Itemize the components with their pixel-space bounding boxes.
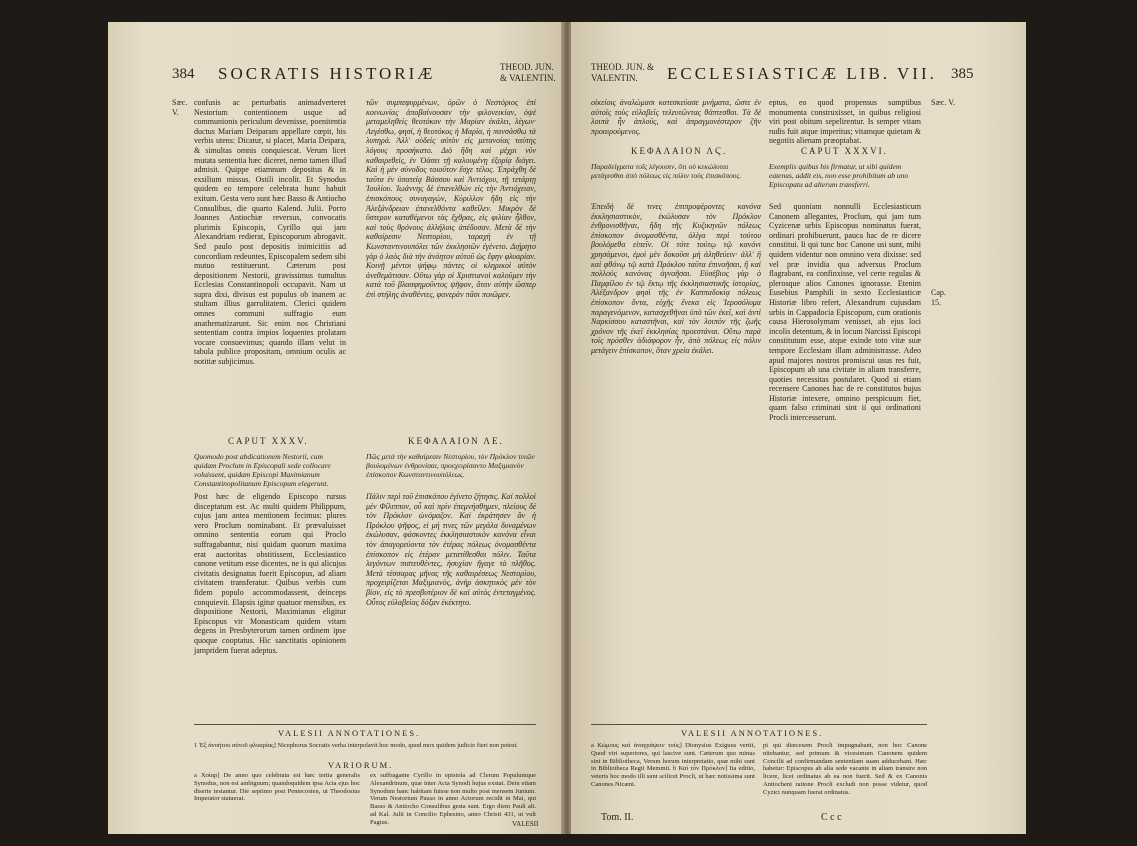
annotation-notes-col2: pi qui diœcesem Procli impugnabant, non hoc Canone nitebantur, sed primum & vicesimum Canonem quidem Concilii ad confirmandam sententiam suam adducebant. Hæc habetur: Episcopus ab alia sede vacante in aliam transire non licere, licet ordinatus ab ea non fuerit. Sed & ex Canonis Antiocheni ratione Procli excludi non posse videtur, quod Cyzici nunquam fuerat ordinatus.	[763, 742, 927, 796]
page-number: 385	[951, 66, 974, 82]
left-header	[108, 62, 563, 92]
chapter-heading-latin: CAPUT XXXV.	[228, 436, 309, 446]
chapter-summary-latin: Quomodo post abdicationem Nestorii, cum quidam Proclum in Episcopali sede collocare voluissent, quidam Episcopi Maximianum Constantinopolitanum Episcopum elegerunt.	[194, 452, 331, 488]
latin-column-top: confusis ac perturbatis animadverteret Nestorium contentionem usque ad communionis periculum devenisse, poenitentia ductus Mariam Deiparam appellare cœpit, his verbis utens: Dicatur, si placet, Maria Deipara, & simultas omnis conquiescat. Verum licet mutata sententia hæc diceret, nemo tamen illud admisit. Quippe etiamnum depositus & in exsilium missus. Ostili incolit. Et Synodus quidem eo tempore celebrata hunc habuit exitum. Gesta vero sunt hæc Basso & Antiocho Consulibus, die quarto Kalend. Julii. Porro Joannes Antiochiæ reversus, convocatis plurimis Episcopis, Cyrillo qui jam Alexandriam redierat, Episcoporum abrogavit. Sed paulo post depositis inimicitiis ad concordiam redeuntes, Episcopalem sedem sibi mutuo restituerunt. Cæterum post depositionem Nestorii, gravissimus tumultus Ecclesias Constantinopoli occupavit. Nam ut supra dixi, divisus est populus ob inanem ac stultam illius garrulitatem. Clerici quidem omnes communi suffragio eum anathematizarunt. Sic enim nos Christiani sententiam contra impios loquentes prolatam vocare consuevimus; quando illam velut in tabula publice propositam, omnium oculis ac notitiæ subjicimus.	[194, 98, 346, 367]
latin-column-top: eptus, eo quod propensus sumptibus monumenta construxisset, in quibus religiosi viri post obitum sepelirentur. Is semper vitam rudis fuit atque imperitus; vitamque quietam & negotiis alienam præoptabat.	[769, 98, 921, 146]
margin-note: Sæc. V.	[172, 98, 188, 117]
chapter-heading-latin: CAPUT XXXVI.	[801, 146, 888, 156]
book-spread	[108, 22, 1026, 834]
chapter-summary-latin: Exemplis quibus his firmatur, ut sibi quidem eatenus, addit eis, non esse prohibitum ab uno Episcopatu ad alterum transferri.	[769, 162, 909, 189]
annotation-notes-col2: ex suffragante Cyrillo in epistola ad Clerum Populumque Alexandrinum, quæ inter Acta Synodi hujus exstat. Dein etiam Synodum hanc habitam fuisse non multo post mensem Junium. Verum Nestorium Pauso in anno Actorum recidit in Mai, qui Basso & Antiocho Consulibus gesta sunt. Ergo diem Pauli alt. ad Kal. Julii in Concilio Ephesino, anno Christi 431, ut vult Pagius.	[370, 772, 536, 826]
footer-signature: VALESII	[512, 820, 539, 828]
greek-column-body: Πάλιν περὶ τοῦ ἐπισκόπου ἐγίνετο ζήτησις. Καὶ πολλοὶ μὲν Φίλιππον, οὗ καὶ πρὶν ἐπεμνήσθημεν, πλείους δὲ τὸν Πρόκλον ὠνόμαζον. Καὶ ἐκράτησεν ἂν ἡ Πρόκλου ψῆφος, εἰ μή τινες τῶν μεγάλα δυναμένων ἐκώλυσαν, φάσκοντες ἐκκλησιαστικὸν κανόνα εἶναι τὸν ἀπαγορεύοντα τὸν ἑτέρας πόλεως ὀνομασθέντα ἐπίσκοπον εἰς ἑτέραν μετατίθεσθαι πόλιν. Ταῦτα λεγόντων πιστευθέντες, ἡσυχίαν ἤγαγε τὸ πλῆθος. Μετὰ τέσσαρας μῆνας τῆς καθαιρέσεως Νεστορίου, προχειρίζεται Μαξιμιανὸς, ἀνὴρ ἀσκητικὸς μὲν τὸν βίον, εἰς τὸ πρεσβυτέριον δὲ καὶ αὐτὸς ἐντεταγμένος. Οὗτος εὐλαβείας δόξαν ἐκέκτητο.	[366, 492, 536, 607]
margin-note: Sæc. V.	[931, 98, 955, 107]
right-page	[571, 22, 1026, 834]
running-head: ECCLESIASTICÆ LIB. VII.	[667, 64, 937, 83]
chapter-summary-greek: Πῶς μετὰ τὴν καθαίρεσιν Νεστορίου, τὸν Πρόκλον τινῶν βουλομένων ἐνθρονίσαι, προεχειρίσαντο Μαξιμιανὸν ἐπίσκοπον Κωνσταντινουπόλεως.	[366, 452, 535, 479]
right-header	[571, 62, 1026, 92]
footer-volume: Tom. II.	[601, 812, 634, 823]
divider	[591, 724, 927, 725]
latin-column-body: Post hæc de eligendo Episcopo rursus disceptatum est. Ac multi quidem Philippum, cujus jam antea mentionem fecimus: plures vero Proclum nominabant. Et prævaluisset omnino sententia eorum qui Proclo suffragabantur, nisi quidam quorum maxima erat auctoritas obstitissent, Ecclesiastico canone vetitum esse dicentes, ne is qui alicujus civitatis designatus fuerit Episcopus, ad aliam civitatem transferatur. Quibus verbis cum fidem populo accommodassent, deinceps conquievit. Elapsis igitur quatuor mensibus, ex dispositione Nestorii, Maximianus eligitur Episcopus vir Monasticam quidem vitam degens in Presbyterorum tamen ordinem ipse quoque cooptatus. Hic sanctitatis opinionem jampridem fuerat adeptus.	[194, 492, 346, 655]
running-side: THEOD. JUN. & VALENTIN.	[591, 62, 654, 83]
page-number: 384	[172, 66, 195, 82]
greek-column-top: τῶν συμπεφυρμένων, ὁρῶν ὁ Νεστόριος ἐπὶ κοινωνίας ἀποβαίνουσαν τὴν φιλονεικίαν, ὀψὲ μεταμεληθεὶς θεοτόκον τὴν Μαρίαν ἐκάλει, λέγων· Λεγέσθω, φησί, ἡ θεοτόκος ἡ Μαρία, ἡ πανσάσθω τὰ λυπηρά. Ἀλλ' οὐδεὶς αὐτὸν εἰς μετανοίας ταύτης λόγους προσήκατο. Διὸ ἤδη καὶ μέχρι νῦν καθαιρεθεὶς, ἐν Ὀάσει τῇ καλουμένῃ ἐξορίᾳ διάγει. Καὶ ἡ μὲν σύνοδος τοιοῦτον ἔσχε τέλος. Ἐπράχθη δὲ ταῦτα ἐν ὑπατείᾳ Βάσσου καὶ Ἀντιόχου, τῇ τετάρτῃ Ἰουλίου. Ἰωάννης δὲ ἐπανελθὼν εἰς τὴν Ἀντιόχειαν, ἐπισκόπους συναγαγὼν, Κύριλλον ἤδη εἰς τὴν Ἀλεξάνδρειαν ἐπανελθόντα καθεῖλεν. Μικρὸν δὲ ὕστερον καταθέμενοι τὰς ἔχθρας, εἰς φιλίαν ἦλθον, καὶ τοὺς θρόνους ἀλλήλοις ἀπέδοσαν. Μετὰ δὲ τὴν καθαίρεσιν Νεστορίου, ταραχὴ ἐν τῇ Κωνσταντινουπόλει τῶν ἐκκλησιῶν ἐγένετο. Διῄρητο γὰρ ὁ λαὸς διὰ τὴν ἀνόητον αὐτοῦ ὡς ἔφην φλυαρίαν. Κοινῇ μέντοι ψήφῳ πάντες οἱ κληρικοὶ αὐτὸν ἀνεθεμάτισαν. Οὕτω γὰρ οἱ Χριστιανοὶ καλοῦμεν τὴν κατὰ τοῦ βλασφημοῦντος ψῆφον, ὅταν αὐτὴν ὥσπερ ἐπὶ στήλης ἀναθέντες, φανερὰν πᾶσι ποιῶμεν.	[366, 98, 536, 299]
annotations-title: VALESII ANNOTATIONES.	[681, 728, 824, 738]
annotation-notes-col1: a Xοίαρ] De anno quo celebrata est hæc tertia generalis Synodus, non est ambiguum; quandoquidem ipsa Acta ejus hoc diserte testantur. Die septimo post Pentecosten, ut Theodosius Imperator statuerat.	[194, 772, 360, 803]
chapter-heading-greek: ΚΕΦΑΛΑΙΟΝ ΛϚ.	[631, 146, 728, 156]
greek-column-body: Ἐπειδὴ δέ τινες ἐπιπροφέροντες κανόνα ἐκκλησιαστικὸν, ἐκώλυσαν τὸν Πρόκλον ἐνθρονισθῆναι, ἤδη τῆς Κυζικηνῶν πόλεως ἐπίσκοπον ὀνομασθέντα, ὀλίγα περὶ τούτου βουλόμεθα εἰπεῖν. Οἱ τότε τούτῳ τῷ κανόνι χρησάμενοι, ἐμοὶ μὲν δοκοῦσι μὴ ἀληθεύειν· ἀλλ' ἢ καὶ φθόνῳ τῷ κατὰ Πρόκλου ταῦτα ἐπινοῆσαι, ἢ καὶ πολλοὺς κανόνας ἀγνοῆσαι. Εὐσέβιος γὰρ ὁ Παμφίλου ἐν τῷ ἕκτῳ τῆς ἐκκλησιαστικῆς ἱστορίας, Ἀλέξανδρον φησὶ τῆς ἐν Καππαδοκίᾳ πόλεως ἐπίσκοπον ὄντα, εὐχῆς ἕνεκα εἰς Ἱεροσόλυμα παραγενόμενον, κατασχεθῆναι ὑπὸ τῶν ἐκεῖ, καὶ ἀντὶ Ναρκίσσου καταστῆναι, καὶ τὸν λοιπὸν τῆς ζωῆς χρόνον τῆς ἐκεῖ ἐκκλησίας προεστάναι. Οὕτω παρὰ τοῖς πρόσθεν ἀδιάφορον ἦν, ἀπὸ πόλεως εἰς πόλιν μετάγειν ἐπίσκοπον, ὅταν χρεία ἐκάλει.	[591, 202, 761, 355]
running-head: SOCRATIS HISTORIÆ	[218, 64, 436, 83]
latin-column-body: Sed quoniam nonnulli Ecclesiasticum Canonem allegantes, Proclum, qui jam tum Cyzicenæ urbis Episcopus nominatus fuerat, ordinari prohibuerunt, pauca hac de re dicere constitui. Ii qui tunc hoc Canone usi sunt, mihi quidem videntur non omnino vera dixisse: sed vel præ invidia qua adversus Proclum flagrabant, ea confinxisse, vel certe regulas & plerosque alios Canones ignorasse. Etenim Eusebius Pamphili in sexto Ecclesiasticæ Historiæ libro refert, Alexandrum cujusdam urbis in Cappadocia Episcopum, cum orationis causa Hierosolymam venisset, ab ejus loci incolis detentum, & in locum Narcissi Episcopi constitutum esse, atque exinde toto vitæ suæ tempore Ecclesiam illam administrasse. Adeo apud majores nostros promiscui usus res fuit, Episcopum ab una civitate in aliam transferre, quoties necessitas postularet. Quod si etiam recensere Canones hac de re constitutos hujus Historiæ intexere, omnino perspicuum fiet, quam falso criminati sint ii qui ordinationi Procli intercesserunt.	[769, 202, 921, 423]
chapter-summary-greek: Παραδείγματα τοῖς λέγουσιν, ὅτι οὐ κεκώλυται μετάγεσθαι ἀπὸ πόλεως εἰς πόλιν τοὺς ἐπισκόπους.	[591, 162, 742, 180]
footer-signature: C c c	[821, 812, 842, 823]
annotations-title: VALESII ANNOTATIONES.	[278, 728, 421, 738]
running-side: THEOD. JUN. & VALENTIN.	[500, 62, 556, 83]
greek-column-top: οἰκείοις ἀναλώμασι κατεσκεύασε μνήματα, ὥστε ἐν αὐτοῖς τοὺς εὐλαβεῖς τελευτῶντας θάπτεσθαι. Τὰ δὲ λοιπὰ ἦν ἁπλοῦς, καὶ ἀπραγμονέστερον ζῆν προαιρούμενος.	[591, 98, 761, 136]
annotation-notes-col1: a Κώμους καὶ ἀναγράψειν τοὺς] Dionysius Exiguus vertit, Quod viri superiores, qui lascive sunt. Cæterum quo minus sint in Bibliotheca, Verum horum interpretatio, quæ mihi sunt in Bibliotheca Regii Memmii. b Καὶ τὸν Πρόκλον] Ita editio, veteris hoc modo illi sunt scilicet Procli, ut hæc notissima sunt Canones Nicæni.	[591, 742, 755, 788]
left-page	[108, 22, 563, 834]
chapter-heading-greek: ΚΕΦΑΛΑΙΟΝ ΛΕ.	[408, 436, 504, 446]
annotations-subtitle: VARIORUM.	[328, 760, 394, 770]
margin-note-cap: Cap. 15.	[931, 288, 946, 307]
annotation-note: 1 Ἐξ ἀνοήτου αὐτοῦ φλυαρίας] Nicephorus Socratis verba interpolavit hoc modo, quod mox quidem judicio fieri non potest.	[194, 742, 518, 749]
divider	[194, 724, 536, 725]
